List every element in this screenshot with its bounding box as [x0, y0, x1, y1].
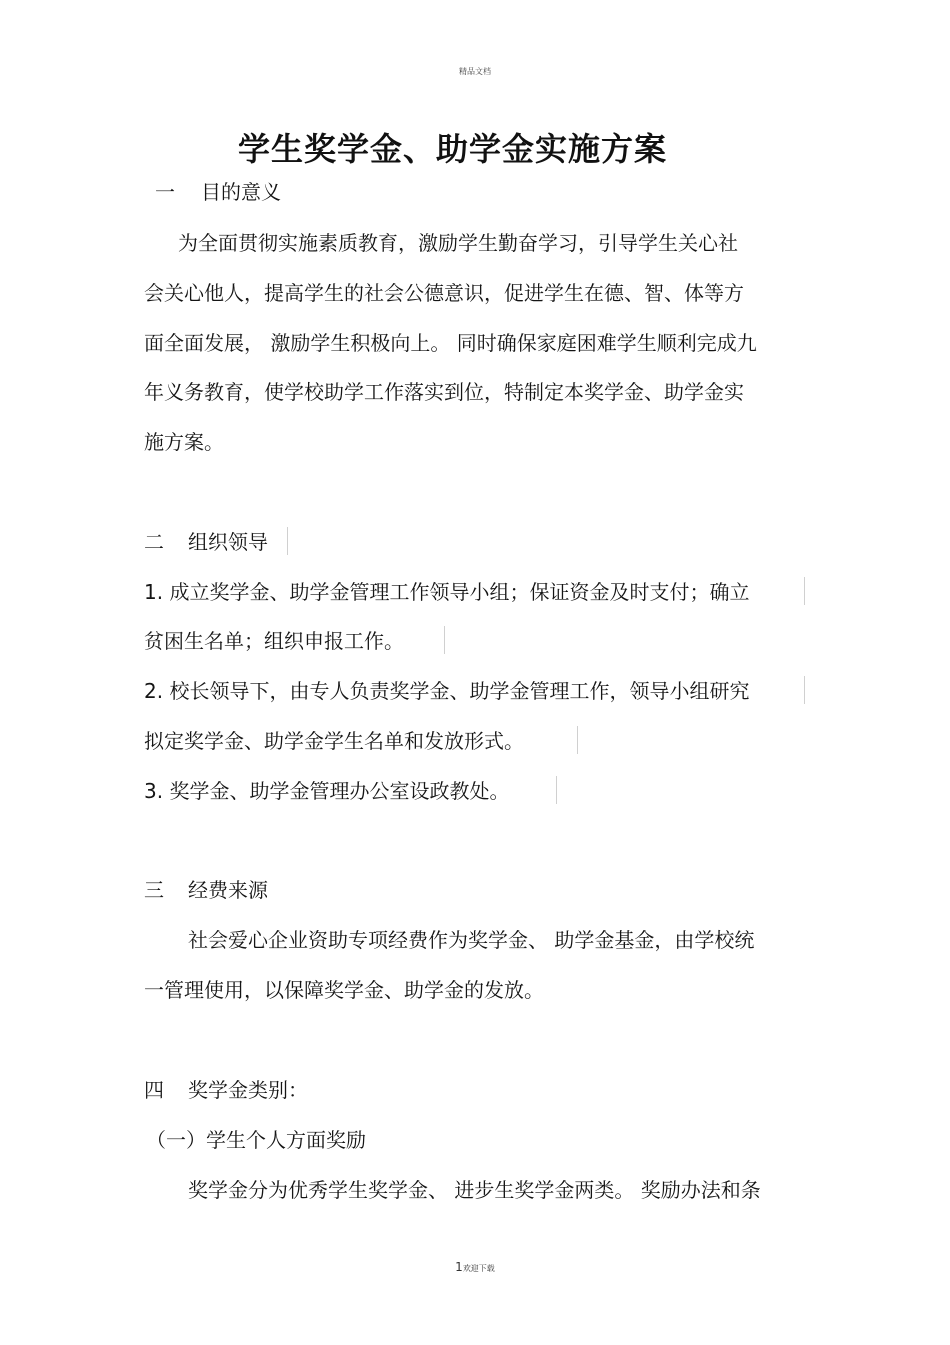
list-item: 3. 奖学金、助学金管理办公室设政教处。: [144, 779, 510, 803]
section-heading-2: [144, 529, 268, 555]
subsection-heading: （一）学生个人方面奖励: [146, 1128, 366, 1152]
section-label: 经费来源: [188, 878, 268, 902]
divider: [444, 626, 445, 654]
footer-text: 欢迎下载: [462, 1264, 495, 1273]
section-number: 一: [155, 180, 175, 204]
paragraph-line: 一管理使用，以保障奖学金、助学金的发放。: [144, 978, 544, 1002]
section-label: 奖学金类别：: [188, 1078, 308, 1102]
paragraph-line: 社会爱心企业资助专项经费作为奖学金、 助学金基金，由学校统: [188, 928, 755, 952]
section-label: 目的意义: [201, 180, 281, 204]
page-footer: [0, 1260, 950, 1274]
divider: [577, 726, 578, 754]
document-title: 学生奖学金、助学金实施方案: [237, 130, 667, 168]
divider: [287, 527, 288, 555]
paragraph-line: 施方案。: [144, 430, 224, 454]
list-item: 1. 成立奖学金、助学金管理工作领导小组；保证资金及时支付；确立: [144, 580, 750, 604]
paragraph-line: 奖学金分为优秀学生奖学金、 进步生奖学金两类。 奖励办法和条: [188, 1178, 761, 1202]
divider: [556, 776, 557, 804]
paragraph-line: 年义务教育，使学校助学工作落实到位，特制定本奖学金、助学金实: [144, 380, 744, 404]
section-label: 组织领导: [188, 530, 268, 554]
section-heading-1: [155, 179, 281, 205]
paragraph-line: 会关心他人，提高学生的社会公德意识，促进学生在德、智、体等方: [144, 281, 744, 305]
paragraph-line: 为全面贯彻实施素质教育，激励学生勤奋学习，引导学生关心社: [178, 231, 738, 255]
section-heading-3: [144, 877, 268, 903]
section-number: 二: [144, 530, 164, 554]
list-item: 拟定奖学金、助学金学生名单和发放形式。: [144, 729, 524, 753]
section-heading-4: [144, 1077, 308, 1103]
section-number: 四: [144, 1078, 164, 1102]
divider: [804, 676, 805, 704]
section-number: 三: [144, 878, 164, 902]
list-item: 贫困生名单；组织申报工作。: [144, 629, 404, 653]
divider: [804, 577, 805, 605]
page-number: 1: [455, 1260, 463, 1274]
list-item: 2. 校长领导下，由专人负责奖学金、助学金管理工作，领导小组研究: [144, 679, 750, 703]
paragraph-line: 面全面发展， 激励学生积极向上。 同时确保家庭困难学生顺利完成九: [144, 331, 757, 355]
page-header-note: 精品文档: [459, 67, 491, 76]
